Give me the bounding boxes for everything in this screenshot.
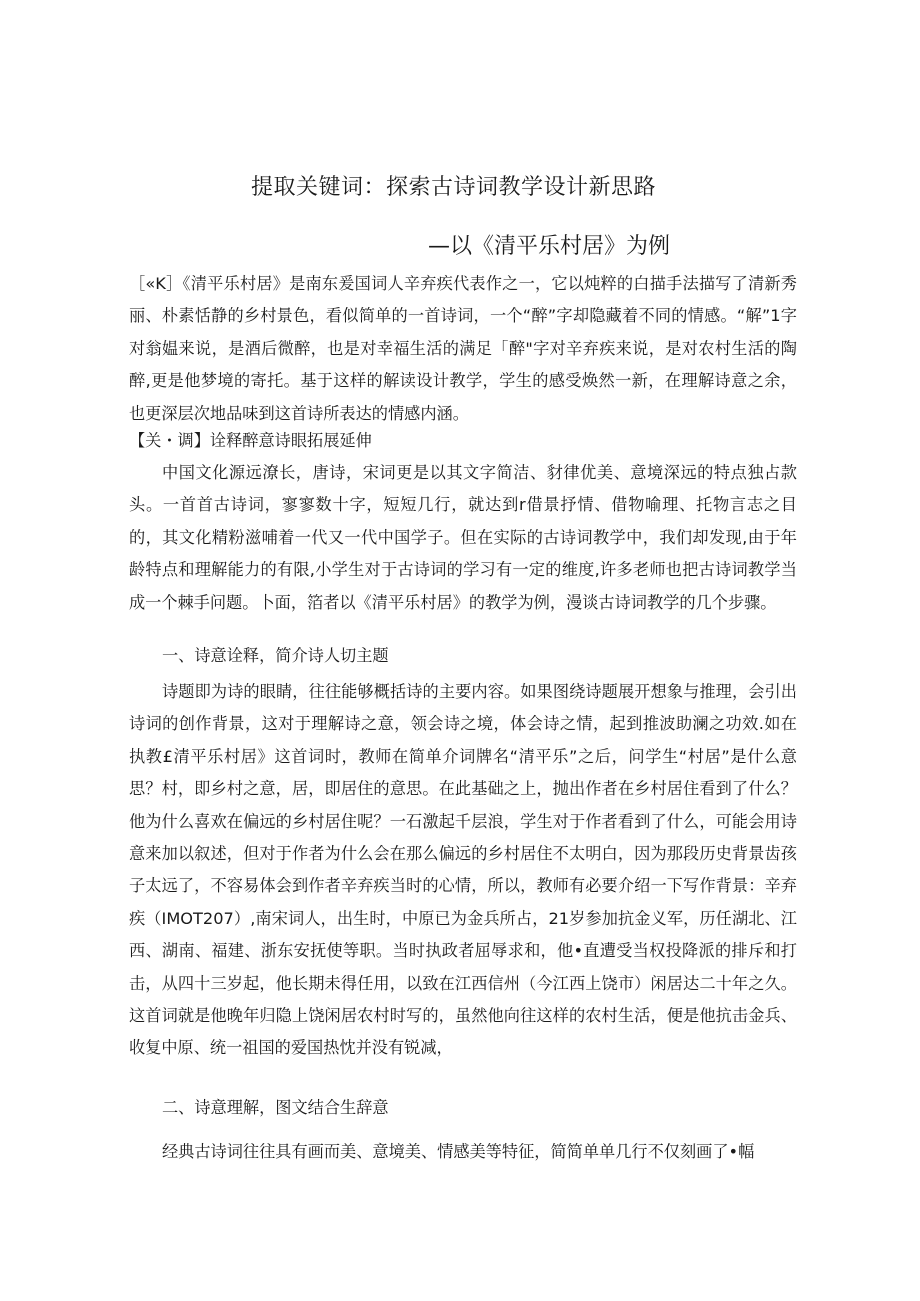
- abstract-paragraph: ［«K］《清平乐村居》是南东爰国词人辛弃疾代表作之一，它以炖粹的白描手法描写了清新秀丽、朴素恬静的乡村景色，看似简单的一首诗词，一个“醉”字却隐藏着不同的情感。“解”1字对翁媪来说，是酒后微醉，也是对幸福生活的满足「醉"字对辛弃疾来说，是对农村生活的陶醉,更是他梦境的寄托。基于这样的解读设计教学，学生的感受焕然一新，在理解诗意之余，也更深层次地品味到这首诗所表达的情感内涵。: [129, 274, 797, 423]
- section-2-heading: 二、诗意理解，图文结合生辞意: [162, 1098, 389, 1117]
- intro-paragraph: 中国文化源远潦长，唐诗，宋词更是以其文字简洁、豺律优美、意境深远的特点独占款头。一首首古诗词，寥寥数十字，短短几行，就达到r借景抒情、借物喻理、托物言志之目的，其文化精粉滋哺着一代又一代中国学子。但在实际的古诗词教学中，我们却发现,由于年龄特点和理解能力的有限,小学生对于古诗词的学习有一定的维度,许多老师也把古诗词教学当成一个棘手问题。卜面，箔者以《清平乐村居》的教学为例，漫谈古诗词教学的几个步骤。: [129, 463, 797, 612]
- section-2-body: 经典古诗词往往具有画而美、意境美、情感美等特征，简简单单几行不仅刻画了•幅: [162, 1142, 755, 1161]
- document-subtitle: —以《清平乐村居》为例: [428, 234, 671, 259]
- document-title: 提取关键词：探索古诗词教学设计新思路: [251, 175, 657, 200]
- section-1-heading: 一、诗意诠释，简介诗人切主题: [162, 646, 389, 665]
- section-1-body: 诗题即为诗的眼睛，往往能够概括诗的主要内容。如果图绕诗题展开想象与推理，会引出诗词的创作背景，这对于理解诗之意，领会诗之境，体会诗之情，起到推波助澜之功效.如在执教£清平乐村居》这首词时，教师在简单介词牌名“清平乐”之后，问学生“村居”是什么意思？村，即乡村之意，居，即居住的意思。在此基础之上，抛出作者在乡村居住看到了什么？他为什么喜欢在偏远的乡村居住呢？一石激起千层浪，学生对于作者看到了什么，可能会用诗意来加以叙述，但对于作者为什么会在那么偏远的乡村居住不太明白，因为那段历史背景齿孩子太远了，不容易体会到作者辛弃疾当时的心情，所以，教师有必要介绍一下写作背景：辛弃疾（IMOT207）,南宋词人，出生时，中原已为金兵所占，21岁参加抗金义军，历任湖北、江西、湖南、福建、浙东安抚使等职。当时执政者屈辱求和，他•直遭受当权投降派的排斥和打击，从四十三岁起，他长期未得任用，以致在江西信州（今江西上饶市）闲居达二十年之久。这首词就是他晚年归隐上饶闲居农村时写的，虽然他向往这样的农村生活，便是他抗击金兵、收复中原、统一祖国的爱国热忱并没有锐减，: [129, 682, 797, 1058]
- keywords-line: 【关・调】诠释醉意诗眼拓展延伸: [129, 431, 372, 450]
